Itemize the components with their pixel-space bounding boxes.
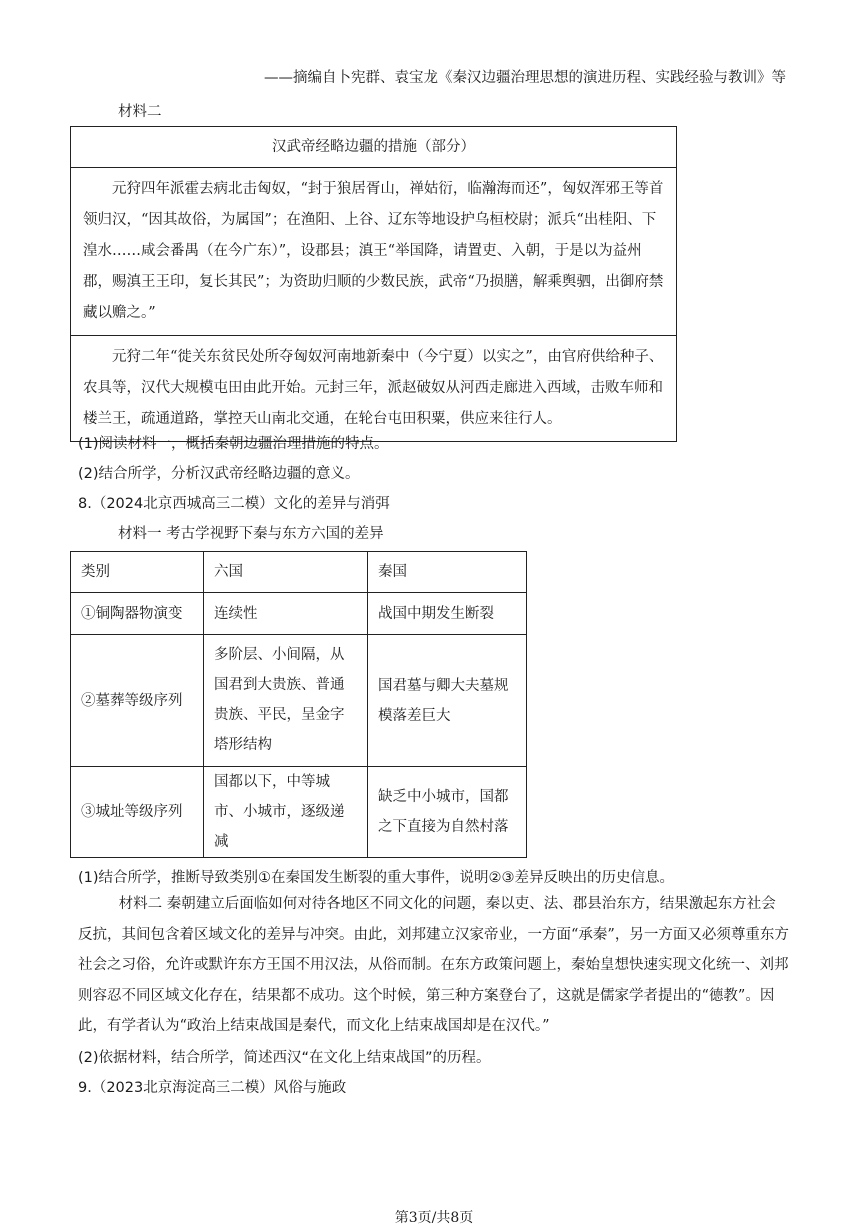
- table-cell: ③城址等级序列: [71, 767, 204, 858]
- material-2-label: 材料二: [118, 104, 162, 120]
- table-cell: 战国中期发生断裂: [368, 593, 527, 635]
- table-cell: ②墓葬等级序列: [71, 635, 204, 767]
- wudi-measures-table: [70, 126, 677, 442]
- table-cell: ①铜陶器物演变: [71, 593, 204, 635]
- source-citation: ——摘编自卜宪群、袁宝龙《秦汉边疆治理思想的演进历程、实践经验与教训》等: [264, 70, 786, 86]
- material-1-title: 材料一 考古学视野下秦与东方六国的差异: [118, 526, 384, 542]
- question-8-1: (1)结合所学，推断导致类别①在秦国发生断裂的重大事件，说明②③差异反映出的历史信息。: [78, 870, 675, 886]
- question-7-1: (1)阅读材料一，概括秦朝边疆治理措施的特点。: [78, 436, 389, 452]
- question-8-title: 8.（2024北京西城高三二模）文化的差异与消弭: [78, 496, 390, 512]
- question-8-2: (2)依据材料，结合所学，简述西汉“在文化上结束战国”的历程。: [78, 1050, 491, 1066]
- table-paragraph-1: 元狩四年派霍去病北击匈奴，“封于狼居胥山，禅姑衍，临瀚海而还”，匈奴浑邪王等首领归汉，“因其故俗，为属国”；在渔阳、上谷、辽东等地设护乌桓校尉；派兵“出桂阳、下湟水……咸会番禺（在今广东）”，设郡县；滇王“举国降，请置吏、入朝，于是以为益州郡，赐滇王王印，复长其民”；为资助归顺的少数民族，武帝“乃损膳，解乘舆驷，出御府禁藏以赡之。”: [71, 168, 677, 336]
- page-footer: 第3页/共8页: [394, 1210, 474, 1226]
- material-2-paragraph: 材料二 秦朝建立后面临如何对待各地区不同文化的问题，秦以吏、法、郡县治东方，结果激起东方社会反抗，其间包含着区域文化的差异与冲突。由此，刘邦建立汉家帝业，一方面“承秦”，另一方面又必须尊重东方社会之习俗，允许或默许东方王国不用汉法，从俗而制。在东方政策问题上，秦始皇想快速实现文化统一、刘邦则容忍不同区域文化存在，结果都不成功。这个时候，第三种方案登台了，这就是儒家学者提出的“德教”。因此，有学者认为“政治上结束战国是秦代，而文化上结束战国却是在汉代。”: [78, 896, 789, 1034]
- table-cell: 国都以下，中等城市、小城市，逐级递减: [204, 767, 368, 858]
- header-category: 类别: [71, 552, 204, 593]
- archaeology-comparison-table: [70, 551, 527, 858]
- table-cell: 多阶层、小间隔，从国君到大贵族、普通贵族、平民，呈金字塔形结构: [204, 635, 368, 767]
- header-qin: 秦国: [368, 552, 527, 593]
- table-title: 汉武帝经略边疆的措施（部分）: [71, 127, 677, 168]
- question-9-title: 9.（2023北京海淀高三二模）风俗与施政: [78, 1080, 347, 1096]
- table-cell: 缺乏中小城市，国都之下直接为自然村落: [368, 767, 527, 858]
- table-paragraph-2: 元狩二年“徙关东贫民处所夺匈奴河南地新秦中（今宁夏）以实之”，由官府供给种子、农具等，汉代大规模屯田由此开始。元封三年，派赵破奴从河西走廊进入西域，击败车师和楼兰王，疏通道路，掌控天山南北交通，在轮台屯田积粟，供应来往行人。: [71, 336, 677, 442]
- question-7-2: (2)结合所学，分析汉武帝经略边疆的意义。: [78, 466, 360, 482]
- table-cell: 连续性: [204, 593, 368, 635]
- header-six-states: 六国: [204, 552, 368, 593]
- table-cell: 国君墓与卿大夫墓规模落差巨大: [368, 635, 527, 767]
